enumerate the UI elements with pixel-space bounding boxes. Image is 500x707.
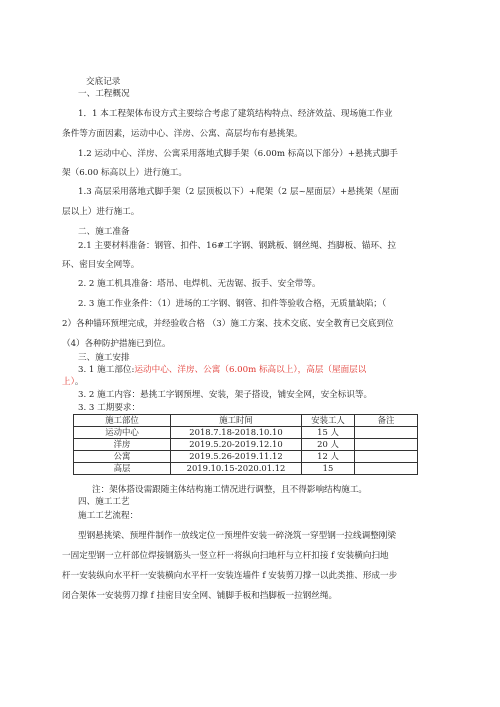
para-2-2: 2. 2 施工机具准备：塔吊、电焊机、无齿锯、扳手、安全带等。 <box>78 279 321 289</box>
para-3-1-prefix: 3. 1 施工部位: <box>78 365 135 375</box>
table-cell <box>355 439 418 451</box>
para-2-3-line2: 2）各种锚环预埋完成，并经验收合格 （3）施工方案、技术交底、安全教育已交底到位 <box>62 319 394 329</box>
table-header-row <box>74 415 418 427</box>
schedule-table <box>73 414 418 475</box>
para-3-1-line2 <box>62 376 84 388</box>
table-cell: 15 人 <box>302 427 355 439</box>
section-3-heading: 三、施工安排 <box>78 353 130 363</box>
table-header: 备注 <box>355 415 418 427</box>
table-note: 注：架体搭设需跟随主体结构施工情况进行调整，且不得影响结构施工。 <box>92 485 368 495</box>
table-cell: 运动中心 <box>74 427 171 439</box>
table-cell: 2019.10.15-2020.01.12 <box>171 463 302 475</box>
para-4-line3: 杆一安装纵向水平杆一安装横向水平杆一安装连墙件 f 安装剪刀撑一以此类推、形成一步 <box>62 571 398 581</box>
doc-title: 交底记录 <box>86 77 121 87</box>
para-1-1-line2: 条件等方面因素，运动中心、洋房、公寓、高层均布有悬挑架。 <box>62 129 303 139</box>
table-row <box>74 463 418 475</box>
table-cell: 公寓 <box>74 451 171 463</box>
table-cell: 高层 <box>74 463 171 475</box>
table-cell: 2019.5.20-2019.12.10 <box>171 439 302 451</box>
table-row <box>74 451 418 463</box>
para-3-1-line1 <box>78 364 366 376</box>
table-cell: 15 <box>302 463 355 475</box>
table-header: 安装工人 <box>302 415 355 427</box>
table-row <box>74 439 418 451</box>
para-1-2-line2: 架（6.00 标高以上）进行施工。 <box>62 168 187 178</box>
para-1-2-line1: 1.2 运动中心、洋房、公寓采用落地式脚手架（6.00m 标高以下部分）+悬挑式脚手 <box>78 149 399 159</box>
para-3-1-end: 。 <box>74 377 84 387</box>
table-header: 施工部位 <box>74 415 171 427</box>
para-1-1-line1: 1．1 本工程架体布设方式主要综合考虑了建筑结构特点、经济效益、现场施工作业 <box>78 109 393 119</box>
table-cell <box>355 463 418 475</box>
para-2-1-line1: 2.1 主要材料准备：钢管、扣件、16#工字钢、钢跳板、钢丝绳、挡脚板、锚环、拉 <box>78 241 397 251</box>
para-1-3-line2: 层以上）进行施工。 <box>62 207 140 217</box>
table-cell: 2018.7.18-2018.10.10 <box>171 427 302 439</box>
para-3-1-location: 运动中心、洋房、公寓（6.00m 标高以上），高层（屋面层以 <box>134 365 367 375</box>
table-cell: 2019.5.26-2019.11.12 <box>171 451 302 463</box>
section-2-heading: 二、施工准备 <box>78 227 130 237</box>
table-cell <box>355 451 418 463</box>
para-2-3-line3: （4）各种防护措施已到位。 <box>62 339 171 349</box>
section-1-heading: 一、工程概况 <box>78 89 130 99</box>
table-cell <box>355 427 418 439</box>
table-cell: 20 人 <box>302 439 355 451</box>
para-4-line2: 一固定型钢一立杆部位焊接钢筋头一竖立杆一将纵向扫地杆与立杆扣接 f 安装横向扫地 <box>62 551 389 561</box>
para-2-3-line1: 2. 3 施工作业条件：（1）进场的工字钢、钢管、扣件等验收合格，无质量缺陷；（ <box>78 299 387 309</box>
para-3-2: 3. 2 施工内容：悬挑工字钢预埋、安装，架子搭设，铺安全网，安全标识等。 <box>78 390 373 400</box>
table-cell: 洋房 <box>74 439 171 451</box>
section-4-subheading: 施工工艺流程： <box>78 511 139 521</box>
para-3-3: 3. 3 工期要求： <box>78 403 141 413</box>
para-4-line4: 闭合架体一安装剪刀撑 f 挂密目安全网、铺脚手板和挡脚板一拉钢丝绳。 <box>62 591 338 601</box>
table-header: 施工时间 <box>171 415 302 427</box>
table-cell: 12 人 <box>302 451 355 463</box>
para-3-1-location-cont: 上） <box>62 377 75 387</box>
para-4-line1: 型钢悬挑梁、预埋件制作一放线定位一预埋件安装一碎浇筑一穿型钢一拉线调整刚梁 <box>78 531 396 541</box>
table-row <box>74 427 418 439</box>
section-4-heading: 四、施工工艺 <box>78 497 130 507</box>
para-1-3-line1: 1.3 高层采用落地式脚手架（2 层顶板以下）+爬架（2 层~屋面层）+悬挑架（屋面 <box>78 187 399 197</box>
para-2-1-line2: 环、密目安全网等。 <box>62 260 140 270</box>
